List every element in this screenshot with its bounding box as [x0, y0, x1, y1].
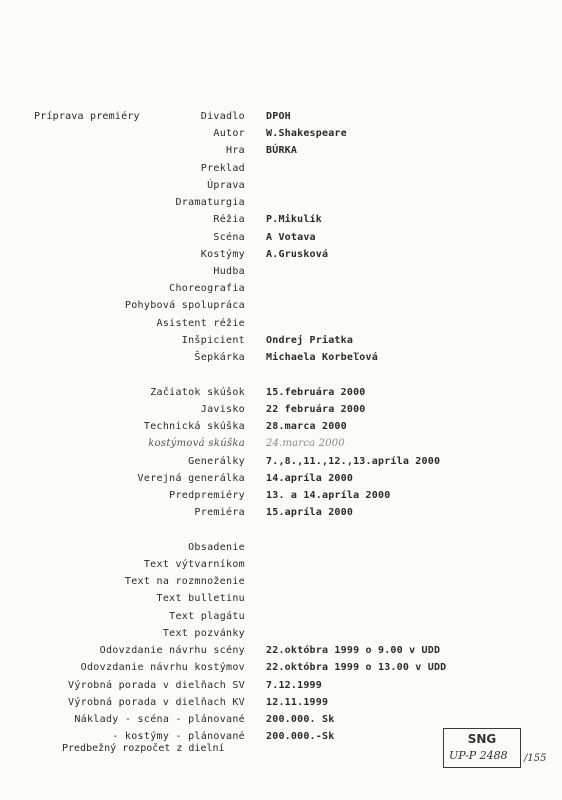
schedule-value: 14.apríla 2000 — [266, 473, 354, 484]
field-row — [0, 163, 562, 177]
field-row — [0, 335, 562, 349]
stamp-inventory-number: UP-P 2488 — [449, 749, 508, 762]
material-row — [0, 593, 562, 607]
material-label: Text plagátu — [169, 611, 245, 622]
material-label: Výrobná porada v dielňach KV — [68, 697, 245, 708]
field-row — [0, 128, 562, 142]
material-value: 7.12.1999 — [266, 680, 322, 691]
field-label: Preklad — [200, 163, 245, 174]
schedule-value: 28.marca 2000 — [266, 421, 347, 432]
field-row — [0, 249, 562, 263]
schedule-row — [0, 387, 562, 401]
material-row — [0, 714, 562, 728]
field-row — [0, 111, 562, 125]
handwritten-schedule-value: 24.marca 2000 — [266, 438, 345, 449]
material-row — [0, 559, 562, 573]
schedule-row — [0, 490, 562, 504]
material-label: Text na rozmnoženie — [124, 576, 245, 587]
material-value: 22.októbra 1999 o 9.00 v UDD — [266, 645, 441, 656]
schedule-row — [0, 456, 562, 470]
material-label: Text bulletinu — [156, 593, 245, 604]
field-value: BÚRKA — [266, 145, 298, 156]
material-row — [0, 542, 562, 556]
field-label: Hra — [226, 145, 245, 156]
field-row — [0, 197, 562, 211]
material-label: Náklady - scéna - plánované — [74, 714, 245, 725]
schedule-row — [0, 421, 562, 435]
field-row — [0, 145, 562, 159]
archive-stamp — [443, 728, 521, 768]
schedule-value: 15.apríla 2000 — [266, 507, 354, 518]
schedule-label: Začiatok skúšok — [150, 387, 245, 398]
schedule-label: Javisko — [200, 404, 245, 415]
material-label: Text pozvánky — [162, 628, 245, 639]
stamp-page-number: /155 — [524, 753, 547, 764]
field-value: W.Shakespeare — [266, 128, 347, 139]
field-value: A Votava — [266, 232, 316, 243]
material-label: Obsadenie — [188, 542, 245, 553]
material-row — [0, 662, 562, 676]
field-label: Pohybová spolupráca — [124, 300, 245, 311]
material-row — [0, 680, 562, 694]
material-label: Odovzdanie návrhu scény — [99, 645, 245, 656]
field-row — [0, 352, 562, 366]
schedule-row — [0, 473, 562, 487]
schedule-row — [0, 507, 562, 521]
schedule-value: 22 februára 2000 — [266, 404, 366, 415]
material-value: 22.októbra 1999 o 13.00 v UDD — [266, 662, 447, 673]
document-title: Príprava premiéry — [34, 111, 140, 122]
schedule-label: Predpremiéry — [169, 490, 245, 501]
material-label: Odovzdanie návrhu kostýmov — [80, 662, 245, 673]
field-label: Hudba — [213, 266, 245, 277]
field-label: Autor — [213, 128, 245, 139]
field-value: A.Grusková — [266, 249, 329, 260]
field-row — [0, 214, 562, 228]
field-label: Šepkárka — [194, 352, 245, 363]
field-label: Choreografia — [169, 283, 245, 294]
field-label: Réžia — [213, 214, 245, 225]
schedule-label: Technická skúška — [143, 421, 245, 432]
schedule-label: Generálky — [188, 456, 245, 467]
schedule-row — [0, 438, 562, 452]
schedule-value: 13. a 14.apríla 2000 — [266, 490, 391, 501]
material-row — [0, 576, 562, 590]
field-row — [0, 318, 562, 332]
field-label: Úprava — [207, 180, 245, 191]
field-value: Michaela Korbeľová — [266, 352, 378, 363]
field-value: P.Mikulík — [266, 214, 322, 225]
stamp-title: SNG — [467, 732, 497, 746]
field-label: Kostýmy — [200, 249, 245, 260]
schedule-label: Verejná generálka — [137, 473, 245, 484]
schedule-row — [0, 404, 562, 418]
material-label: - kostýmy - plánované — [112, 731, 245, 742]
budget-line: Predbežný rozpočet z dielní — [62, 743, 225, 754]
field-label: Divadlo — [200, 111, 245, 122]
material-label: Text výtvarníkom — [143, 559, 245, 570]
field-row — [0, 180, 562, 194]
schedule-value: 15.februára 2000 — [266, 387, 366, 398]
field-value: Ondrej Priatka — [266, 335, 354, 346]
field-label: Dramaturgia — [175, 197, 245, 208]
material-row — [0, 611, 562, 625]
material-row — [0, 697, 562, 711]
schedule-value: 7.,8.,11.,12.,13.apríla 2000 — [266, 456, 441, 467]
material-value: 200.000. Sk — [266, 714, 335, 725]
material-row — [0, 645, 562, 659]
material-value: 200.000.-Sk — [266, 731, 335, 742]
field-label: Asistent réžie — [156, 318, 245, 329]
material-row — [0, 628, 562, 642]
material-label: Výrobná porada v dielňach SV — [68, 680, 245, 691]
field-value: DPOH — [266, 111, 291, 122]
field-row — [0, 300, 562, 314]
field-row — [0, 266, 562, 280]
material-value: 12.11.1999 — [266, 697, 329, 708]
field-row — [0, 232, 562, 246]
schedule-label: Premiéra — [194, 507, 245, 518]
handwritten-schedule-label: kostýmová skúška — [148, 438, 245, 449]
field-label: Scéna — [213, 232, 245, 243]
field-label: Inšpicient — [181, 335, 245, 346]
field-row — [0, 283, 562, 297]
